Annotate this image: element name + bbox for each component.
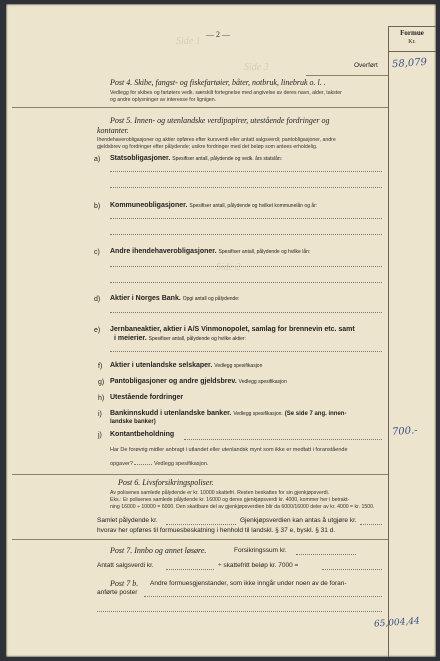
footer-total: 65,004,44 xyxy=(373,616,421,630)
item-f-label xyxy=(110,362,262,369)
formue-column xyxy=(388,26,436,657)
divider xyxy=(12,539,388,540)
entry-line xyxy=(110,282,382,283)
item-e-label-2 xyxy=(114,335,246,342)
post6-samlet: Samlet pålydende kr. xyxy=(97,517,158,524)
entry-line xyxy=(110,187,382,188)
post5-title-1: Post 5. Innen- og utenlandske verdipapirer, utestående fordringer og xyxy=(110,116,330,125)
item-j-opgaver xyxy=(110,461,208,467)
item-g-title: Pantobligasjoner og andre gjeldsbrev. xyxy=(110,378,237,385)
column-unit: Kr. xyxy=(408,39,416,45)
item-i-extra-2: landske banker) xyxy=(110,419,156,425)
item-c-letter: c) xyxy=(94,249,100,256)
post7b-title: Post 7 b. xyxy=(110,579,139,588)
post4-note-2: og andre oplysninger av interesse for lignigen. xyxy=(110,97,217,103)
bleed-through-text-3: Side 2 xyxy=(216,262,241,273)
post7b-text-2: anførte poster xyxy=(97,589,138,596)
bleed-through-text-1: Side 1 xyxy=(176,36,201,47)
post7b-text-1: Andre formuesgjenstander, som ikke inngår under noen av de foran- xyxy=(150,580,347,587)
item-j-letter: j) xyxy=(98,432,102,439)
item-i-spec: Vedlegg spesifikasjon. xyxy=(233,411,283,417)
item-c-label xyxy=(110,248,310,255)
item-j-opgaver-dots xyxy=(134,464,152,465)
item-j-label: Kontantbeholdning xyxy=(110,431,175,438)
column-title: Formue xyxy=(400,29,424,37)
item-f-spec: Vedlegg spesifikasjon xyxy=(214,363,263,369)
formue-column-header xyxy=(388,26,436,52)
item-e-letter: e) xyxy=(94,327,101,334)
entry-line xyxy=(97,611,382,612)
item-d-spec: Opgi antall og pålydende: xyxy=(182,296,240,302)
item-c-title: Andre ihendehaverobligasjoner. xyxy=(110,248,217,255)
entry-line xyxy=(166,569,214,570)
entry-line xyxy=(110,312,382,313)
post6-hvorav: hvorav her opføres til formuesbeskatning i henhold til landskl. § 37 e, byskl. § 31 d. xyxy=(97,527,336,534)
item-b-letter: b) xyxy=(94,203,101,210)
form-page xyxy=(6,4,436,657)
item-e-label-1: Jernbaneaktier, aktier i A/S Vinmonopolet, samlag for brennevin etc. samt xyxy=(110,326,355,333)
item-e-spec: Spesifiser antall, pålydende og hvilke aktier: xyxy=(148,336,246,342)
entry-line xyxy=(166,524,236,525)
item-j-value: 700.- xyxy=(391,425,419,438)
entry-line xyxy=(110,234,382,235)
item-a-title: Statsobligasjoner. xyxy=(110,155,171,162)
post7-title: Post 7. Innbo og annet løsøre. xyxy=(110,546,207,555)
item-d-title: Aktier i Norges Bank. xyxy=(110,295,181,302)
entry-line xyxy=(322,569,382,570)
divider xyxy=(12,474,388,475)
item-b-spec: Spesifiser antall, pålydende og hvilket kommunelån og år: xyxy=(189,203,318,209)
bleed-through-text-2: Side 3 xyxy=(244,62,269,73)
item-f-title: Aktier i utenlandske selskaper. xyxy=(110,362,213,369)
item-f-letter: f) xyxy=(98,363,103,370)
item-a-label xyxy=(110,155,282,162)
post6-gjenkjop: Gjenkjøpsverdien kan antas å utgjøre kr. xyxy=(240,517,357,524)
item-h-letter: h) xyxy=(98,395,105,402)
item-g-spec: Vedlegg spesifikasjon xyxy=(238,379,287,385)
post7-antatt: Antatt salgsverdi kr. xyxy=(97,562,154,569)
item-i-extra-1: (Se side 7 ang. innen- xyxy=(284,411,347,417)
divider xyxy=(306,75,388,76)
item-i-label xyxy=(110,410,346,417)
entry-line xyxy=(110,171,382,172)
entry-line xyxy=(110,218,382,219)
page-number: — 2 — xyxy=(206,30,230,39)
item-j-opgaver-label: opgaver? xyxy=(110,461,133,467)
entry-line xyxy=(360,524,382,525)
overfort-value: 58,079 xyxy=(391,56,428,71)
item-e-title-2: i meierier. xyxy=(114,335,147,342)
post5-title-2: kontanter. xyxy=(97,126,129,135)
post6-note-3: ning 16000 ÷ 10000 = 6000. Den skattbare del av gjenkjøpsverdien blir da 6000/16000 deler av kr. 4000 = kr. 1500. xyxy=(110,504,375,510)
entry-line xyxy=(184,439,382,440)
post4-note-1: Vedlegg for skibes og fartøiers vedk. særskilt fortegnelse med angivelse av deres navn, alder, takster xyxy=(110,90,342,96)
post6-note-2: Eks.: Er polisenes samlede pålydende kr. 16000 og deres gjenkjøpsverdi kr. 4000, kommer her i betrakt- xyxy=(110,497,350,503)
item-b-label xyxy=(110,202,317,209)
item-h-label: Utestående fordringer xyxy=(110,394,184,401)
post6-note-1: Av polisenes samlede pålydende er kr. 10000 skattefri. Resten beskattes for sin gjenkjøpsverdi. xyxy=(110,490,330,496)
post4-title: Post 4. Skibe, fangst- og fiskefartøier, båter, notbruk, linebruk o. l. . xyxy=(110,78,326,87)
item-a-letter: a) xyxy=(94,156,101,163)
item-a-spec: Spesifiser antall, pålydende og vedk. års statslån: xyxy=(172,156,283,162)
item-i-letter: i) xyxy=(98,411,102,418)
post6-title: Post 6. Livsforsikringspoliser. xyxy=(118,478,214,487)
entry-line xyxy=(110,266,382,267)
post7-fradrag: ÷ skattefritt beløp kr. 7000 = xyxy=(218,562,299,569)
item-b-title: Kommuneobligasjoner. xyxy=(110,202,188,209)
post5-note-1: Ihendehaverobligasjoner og aktier opføres efter kursverdi eller antatt salgsverdi; pantobligasjoner, andre xyxy=(97,137,336,143)
item-j-note: Har De forøvrig midler anbragt i utlandet eller utenlandsk mynt som ikke er medtatt i foranstående xyxy=(110,447,348,453)
item-d-letter: d) xyxy=(94,296,101,303)
item-i-title: Bankinnskudd i utenlandske banker. xyxy=(110,410,232,417)
item-c-spec: Spesifiser antall, pålydende og hvilke lån: xyxy=(218,249,311,255)
post5-note-2: gjeldsbrev og fordringer efter pålydende; usikre fordringer med det beløp som antees erholdelig. xyxy=(97,144,318,150)
entry-line xyxy=(296,554,356,555)
entry-line xyxy=(144,596,382,597)
entry-line xyxy=(110,351,382,352)
divider xyxy=(12,107,388,108)
item-j-opgaver-spec: Vedlegg spesifikasjon. xyxy=(154,461,209,467)
item-d-label xyxy=(110,295,239,302)
item-g-letter: g) xyxy=(98,379,105,386)
item-g-label xyxy=(110,378,287,385)
overfort-label: Overført xyxy=(354,62,378,69)
post7-forsikring: Forsikringssum kr. xyxy=(234,547,287,554)
